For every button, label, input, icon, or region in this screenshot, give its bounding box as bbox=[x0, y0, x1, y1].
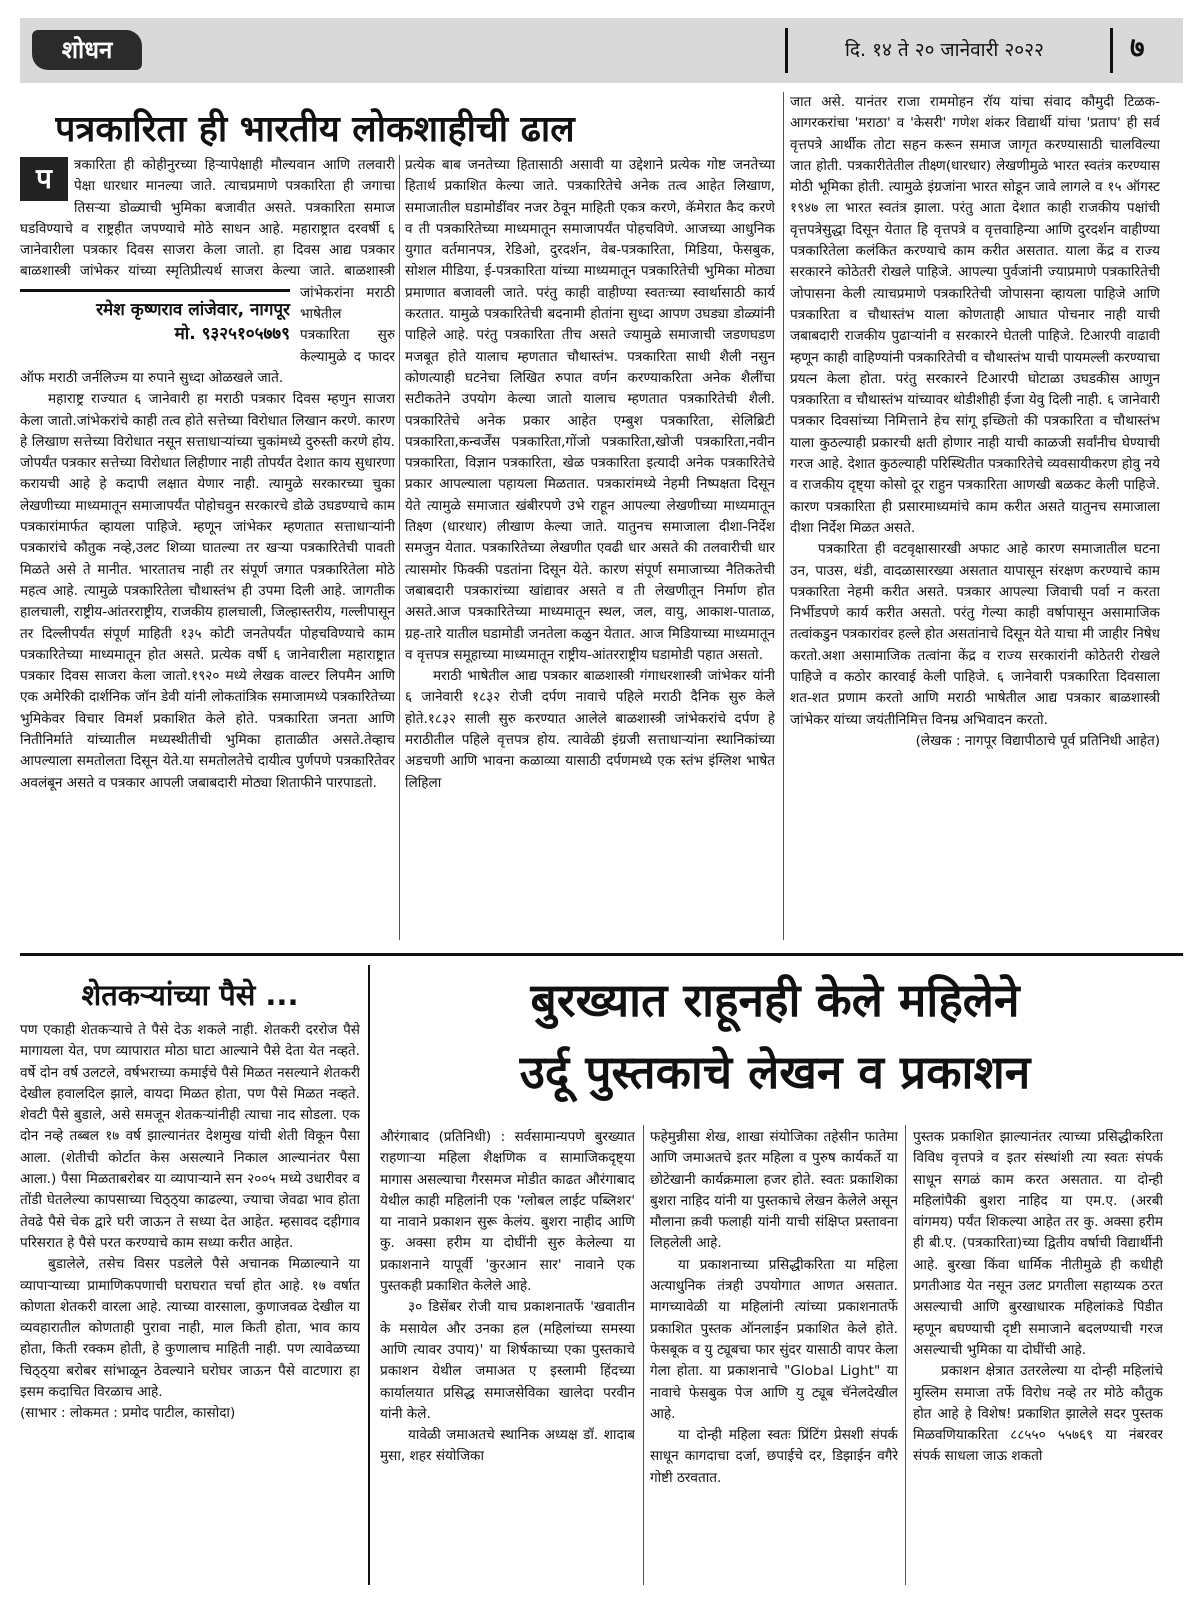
article1-column-2 bbox=[405, 155, 775, 945]
article3-paragraph: औरंगाबाद (प्रतिनिधी) : सर्वसामान्यपणे बुरख्यात राहणाऱ्या महिला शैक्षणिक व सामाजिकदृष्ट्या मागास असल्याचा गैरसमज मोडीत काढत औरंगाबाद येथील काही महिलांनी एक 'ग्लोबल लाईट पब्लिशर' या नावाने प्रकाशन सुरू केलंय. बुशरा नाहीद आणि कु. अक्सा हरीम या दोघींनी सुरु केलेल्या या प्रकाशनाने यापूर्वी 'कुरआन सार' नावाने एक पुस्तकही प्रकाशित केलेले आहे. bbox=[380, 1129, 635, 1295]
column-rule bbox=[399, 155, 400, 940]
article1-paragraph: पत्रकारिता ही वटवृक्षासारखी अफाट आहे कारण समाजातील घटना उन, पाउस, थंडी, वादळासारख्या असतात यापासून संरक्षण करण्याचे काम पत्रकारिता नेहमी करीत असते. पत्रकार आपल्या जिवाची पर्वा न करता निर्भीडपणे कार्य करीत असतो. परंतु गेल्या काही वर्षापासून असामाजिक तत्वांकडुन पत्रकारांवर हल्ले होत असतांनाचे दिसून येते याचा मी जाहीर निषेध करतो.अशा असामाजिक तत्वांना केंद्र व राज्य सरकारांनी कोठेतरी रोखले पाहिजे व कठोर कारवाई केली पाहिजे. ६ जानेवारी पत्रकारिता दिवसाला शत-शत प्रणाम करतो आणि मराठी भाषेतील आद्य पत्रकार बाळशास्त्री जांभेकर यांच्या जयंतीनिमित्त विनम्र अभिवादन करतो. bbox=[790, 541, 1160, 728]
article1-column-3 bbox=[790, 92, 1160, 945]
article3-column-2 bbox=[650, 1127, 898, 1585]
column-rule bbox=[783, 92, 784, 940]
author-footnote: (लेखक : नागपूर विद्यापीठाचे पूर्व प्रतिनिधी आहेत) bbox=[915, 732, 1160, 749]
article3-paragraph: ३० डिसेंबर रोजी याच प्रकाशनातर्फे 'खवातीन के मसायेल और उनका हल (महिलांच्या समस्या आणि त्यावर उपाय)' या शिर्षकाच्या एका पुस्तकाचे प्रकाशन येथील जमाअत ए इस्लामी हिंदच्या कार्यालयात प्रसिद्ध समाजसेविका खालेदा परवीन यांनी केले. bbox=[380, 1299, 635, 1422]
article1-paragraph bbox=[20, 155, 395, 389]
article1-paragraph: प्रत्येक बाब जनतेच्या हितासाठी असावी या उद्देशाने प्रत्येक गोष्ट जनतेच्या हितार्थ प्रकाशित केल्या जाते. पत्रकारितेचे अनेक तत्व आहेत लिखाण, समाजातील घडामोडींवर नजर ठेवून माहिती एकत्र करणे, कॅमेरात कैद करणे व ती पत्रकारितेच्या माध्यमातून समाजापर्यंत पोहचविणे. आजच्या आधुनिक युगात वर्तमानपत्र, रेडिओ, दुरदर्शन, वेब-पत्रकारिता, मिडिया, फेसबुक, सोशल मीडिया, ई-पत्रकारिता यांच्या माध्यमातून पत्रकारितेची भुमिका मोठ्या प्रमाणात बजावली जाते. परंतु काही वाहीण्या स्वतःच्या स्वार्थासाठी कार्य करतात. यामुळे पत्रकारितेची बदनामी होतांना सुध्दा आपण उघड्या डोळ्यांनी पाहिले आहे. परंतु पत्रकारिता तीच असते ज्यामुळे समाजाची जडणघडण मजबूत होते यालाच म्हणतात चौथास्तंभ. पत्रकारिता साधी शैली नसुन कोणत्याही घटनेचा लिखित रुपात वर्णन करण्याकरिता अनेक शैलींचा सटीकतेने उपयोग केल्या जातो यालाच म्हणतात पत्रकारितेची शैली. पत्रकारितेचे अनेक प्रकार आहेत एम्बुश पत्रकारिता, सेलिब्रिटी पत्रकारिता,कन्वर्जेंस पत्रकारिता,गोंजो पत्रकारिता,खोजी पत्रकारिता,नवीन पत्रकारिता, विज्ञान पत्रकारिता, खेळ पत्रकारिता इत्यादी अनेक पत्रकारितेचे प्रकार आपल्याला पहायला मिळतात. पत्रकारांमध्ये नेहमी निष्पक्षता दिसून येते त्यामुळे समाजात खंबीरपणे उभे राहून आपल्या लेखणीच्या माध्यमातून तिक्ष्ण (धारधार) लीखाण केल्या जाते. यातुनच समाजाला दीशा-निर्देश समजुन येतात. पत्रकारितेच्या लेखणीत एवढी धार असते की तलवारीची धार त्यासमोर फिक्की पडतांना दिसून येते. कारण संपूर्ण समाजाच्या नैतिकतेची जबाबदारी पत्रकारांच्या खांद्यावर असते व ती लेखणीतून निर्माण होत असते.आज पत्रकारितेच्या माध्यमातून स्थल, जल, वायु, आकाश-पाताळ, ग्रह-तारे यातील घडामोडी जनतेला कळुन येतात. आज मिडियाच्या माध्यमातून व वृत्तपत्र समूहाच्या माध्यमातून राष्ट्रीय-आंतरराष्ट्रीय घडामोडी पहात असतो. bbox=[405, 157, 775, 663]
article1-paragraph: महाराष्ट्र राज्यात ६ जानेवारी हा मराठी पत्रकार दिवस म्हणुन साजरा केला जातो.जांभेकरांचे काही तत्व होते सत्तेच्या विरोधात लिखान करणे. कारण हे लिखाण सत्तेच्या विरोधात नसून सत्ताधाऱ्यांच्या चुकांमध्ये दुरुस्ती करणे होय. जोपर्यंत पत्रकार सत्तेच्या विरोधात लिहीणार नाही तोपर्यंत देशात काय सुधारणा करायची आहे हे कदापी लक्षात येणार नाही. त्यामुळे सरकारच्या चुका लेखणीच्या माध्यमातून समाजापर्यंत पोहोचवुन सरकारचे डोळे उघडण्याचे काम पत्रकारांमार्फत व्हायला पाहिजे. म्हणून जांभेकर म्हणतात सत्ताधाऱ्यांनी पत्रकारांचे कौतुक नव्हे,उलट शिव्या घातल्या तर खऱ्या पत्रकारितेची पावती मिळते असे ते मानीत. भारतातच नाही तर संपूर्ण जगात पत्रकारितेला मोठे महत्व आहे. त्यामुळे पत्रकारितेला चौथास्तंभ ही उपमा दिली आहे. जागतीक हालचाली, राष्ट्रीय-आंतरराष्ट्रीय, राजकीय हालचाली, जिल्हास्तरीय, गल्लीपासून तर दिल्लीपर्यंत संपूर्ण माहिती १३५ कोटी जनतेपर्यंत पोहचविण्याचे काम पत्रकारितेच्या माध्यमातून होत असते. प्रत्येक वर्षी ६ जानेवारीला महाराष्ट्रात पत्रकार दिवस साजरा केला जातो.१९२० मध्ये लेखक वाल्टर लिपमैन आणि एक अमेरिकी दार्शनिक जॉन डेवी यांनी लोकतांत्रिक समाजामध्ये पत्रकारितेच्या भुमिकेवर विचार विमर्श प्रकाशित केले होते. पत्रकारिता जनता आणि नितीनिर्माते यांच्यातील मध्यस्थीतीची भुमिका हाताळीत असते.तेव्हाच आपल्याला समतोलता दिसून येते.या समतोलतेचे दायीत्व पुर्णपणे पत्रकारितेवर अवलंबून असते व पत्रकार आपली जबाबदारी मोठ्या शिताफीने पारपाडतो. bbox=[20, 391, 395, 791]
newspaper-logo: शोधन bbox=[32, 30, 142, 70]
header-divider bbox=[1110, 28, 1113, 73]
article1-headline: पत्रकारिता ही भारतीय लोकशाहीची ढाल bbox=[55, 109, 575, 150]
article3-paragraph: प्रकाशन क्षेत्रात उतरलेल्या या दोन्ही महिलांचे मुस्लिम समाजा तर्फे विरोध नव्हे तर मोठे कौतुक होत आहे हे विशेष! प्रकाशित झालेले सदर पुस्तक मिळवणियाकरिता ८८५५० ५५७६९ या नंबरवर संपर्क साधला जाऊ शकतो bbox=[913, 1363, 1163, 1465]
article1-column-1 bbox=[20, 155, 395, 945]
header-divider bbox=[785, 28, 788, 73]
page-number: ७ bbox=[1130, 31, 1145, 64]
article1-paragraph: मराठी भाषेतील आद्य पत्रकार बाळशास्त्री गंगाधरशास्त्री जांभेकर यांनी ६ जानेवारी १८३२ रोजी दर्पण नावाचे पहिले मराठी दैनिक सुरु केले होते.१८३२ साली सुरु करण्यात आलेले बाळशास्त्री जांभेकरांचे दर्पण हे मराठीतील पहिले वृत्तपत्र होय. त्यावेळी इंग्रजी सत्ताधाऱ्यांना स्थानिकांच्या अडचणी आणि भावना कळाव्या यासाठी दर्पणमध्ये एक स्तंभ इंग्लिश भाषेत लिहिला bbox=[405, 668, 775, 791]
drop-cap: प bbox=[20, 157, 68, 201]
article3-paragraph: फहेमुन्नीसा शेख, शाखा संयोजिका तहेसीन फातेमा आणि जमाअतचे इतर महिला व पुरुष कार्यकर्ते या छोटेखानी कार्यक्रमाला हजर होते. स्वतः प्रकाशिका बुशरा नाहिद यांनी या पुस्तकाचे लेखन केलेले असून मौलाना क़वी फलाही यांनी याची संक्षिप्त प्रस्तावना लिहलेली आहे. bbox=[650, 1129, 898, 1252]
article3-headline-line2: उर्दू पुस्तकाचे लेखन व प्रकाशन bbox=[519, 1045, 1031, 1099]
author-name: रमेश कृष्णराव लांजेवार, नागपूर bbox=[96, 299, 290, 320]
issue-date: दि. १४ ते २० जानेवारी २०२२ bbox=[845, 39, 1044, 61]
article3-column-3 bbox=[913, 1127, 1163, 1585]
article3-paragraph: या दोन्ही महिला स्वतः प्रिंटिंग प्रेसशी संपर्क साधून कागदाचा दर्जा, छपाईचे दर, डिझाईन वगैरे गोष्टी ठरवतात. bbox=[650, 1427, 898, 1486]
paragraph-text: त्रकारिता ही कोहीनुरच्या हिऱ्यापेक्षाही मौल्यवान आणि तलवारी पेक्षा धारधार मानल्या जाते. त्याचप्रमाणे पत्रकारिता ही जगाचा तिसऱ्या डोळ्याची भुमिका बजावीत असते. पत्रकारिता समाज घडविण्याचे व राष्ट्रहीत जपण्याचे मोठे साधन आहे. महाराष्ट्रात दरवर्षी ६ जानेवारीला पत्रकार दिवस साजरा केला जातो. हा दिवस आद्य पत्रकार बाळशास्त्री जांभेकर यांच्या bbox=[20, 157, 395, 280]
article2-source: (साभार : लोकमत : प्रमोद पाटील, कासोदा) bbox=[20, 1405, 236, 1422]
section-rule bbox=[368, 965, 370, 1585]
article3-paragraph: यावेळी जमाअतचे स्थानिक अध्यक्ष डॉ. शादाब मुसा, शहर संयोजिका bbox=[380, 1427, 635, 1465]
author-byline bbox=[20, 289, 290, 346]
column-rule bbox=[643, 1125, 644, 1585]
author-phone: मो. ९३२५१०५७७९ bbox=[174, 323, 290, 344]
article2-headline: शेतकऱ्यांच्या पैसे ... bbox=[81, 978, 299, 1012]
section-divider bbox=[20, 953, 1183, 956]
article3-paragraph: या प्रकाशनाच्या प्रसिद्धीकरिता या महिला अत्याधुनिक तंत्रही उपयोगात आणत असतात. मागच्यावेळी या महिलांनी त्यांच्या प्रकाशनातर्फे प्रकाशित पुस्तक ऑनलाईन प्रकाशित केले होते. फेसबूक व यु ट्यूबचा फार सुंदर यासाठी वापर केला गेला होता. या प्रकाशनाचे "Global Light" या नावाचे फेसबुक पेज आणि यु ट्यूब चॅनेलदेखील आहे. bbox=[650, 1256, 898, 1422]
article2-paragraph: पण एकाही शेतकऱ्याचे ते पैसे देऊ शकले नाही. शेतकरी दररोज पैसे मागायला येत, पण व्यापारात मोठा घाटा आल्याने पैसे देता येत नव्हते. वर्षे दोन वर्ष उलटले, वर्षभराच्या कमाईचे पैसे मिळत नसल्याने शेतकरी देखील हवालदिल झाले, वायदा मिळत होता, पण पैसे मिळत नव्हते. शेवटी पैसे बुडाले, असे समजून शेतकऱ्यांनीही त्याचा नाद सोडला. एक दोन नव्हे तब्बल १७ वर्ष झाल्यानंतर देशमुख यांची शेती विकून पैसा आला. (शेतीची कोर्टात केस असल्याने निकाल आल्यानंतर पैसा आला.) पैसा मिळताबरोबर या व्यापाऱ्याने सन २००५ मध्ये उधारीवर व तोंडी घेतलेल्या कापसाच्या चिठ्ठ्या काढल्या, ज्याचा जेवढा भाव होता तेवढे पैसे चेक द्वारे घरी जाऊन ते सध्या देत आहेत. म्हसावद दहीगाव परिसरात हे पैसे परत करण्याचे काम सध्या करीत आहेत. bbox=[20, 1022, 360, 1251]
page-header bbox=[20, 18, 1183, 83]
paragraph-text: स्मृतिप्रीत्यर्थ साजरा केल्या जाते. बाळशास्त्री जांभेकरांना मराठी भाषेतील पत्रकारिता सुरु केल्यामुळे द फादर ऑफ मराठी जर्नलिज्म या रुपाने सुध्दा ओळखले जाते. bbox=[20, 263, 395, 386]
article1-paragraph: जात असे. यानंतर राजा राममोहन रॉय यांचा संवाद कौमुदी टिळक-आगरकरांचा 'मराठा' व 'केसरी' गणेश शंकर विद्यार्थी यांचा 'प्रताप' ही सर्व वृत्तपत्रे आर्थीक तोटा सहन करून समाज जागृत करण्यासाठी चालविल्या जात होती. पत्रकारीतेतील तीक्ष्ण(धारधार) लेखणीमुळे भारत स्वतंत्र करण्यास मोठी भूमिका होती. त्यामुळे इंग्रजांना भारत सोडून जावे लागले व १५ ऑगस्ट १९४७ ला भारत स्वतंत्र झाला. परंतु आता देशात काही राजकीय पक्षांची वृत्तपत्रेसुद्धा दिसून येतात हि वृत्तपत्रे व वृत्तवाहिन्या आणि दुरदर्शन वाहीण्या पत्रकारितेला कलंकित करण्याचे काम करीत असतात. याला केंद्र व राज्य सरकारने कोठेतरी रोखले पाहिजे. आपल्या पुर्वजांनी ज्याप्रमाणे पत्रकारितेची जोपासना केली त्याचप्रमाणे पत्रकारितेची जोपासना व्हायला पाहिजे आणि पत्रकारिता व चौथास्तंभ याला कोणताही आघात पोचनार नाही याची जबाबदारी राजकीय पुढाऱ्यांनी व सरकारने घेतली पाहिजे. टिआरपी वाढावी म्हणून काही वाहिण्यांनी पत्रकारितेची व चौथास्तंभ याची पायमल्ली करण्याचा प्रयत्न केला होता. परंतु सरकारने टिआरपी घोटाळा उघडकीस आणुन पत्रकारिता व चौथास्तंभ यांच्यावर थोडीशीही ईजा येवु दिली नाही. ६ जानेवारी पत्रकार दिवसांच्या निमित्ताने हेच सांगू इच्छितो की पत्रकारिता व चौथास्तंभ याला कुठल्याही प्रकारची क्षती होणार नाही याची काळजी सर्वांनीच घेण्याची गरज आहे. देशात कुठल्याही परिस्थितीत पत्रकारितेचे व्यवसायीकरण होवु नये व राजकीय दृष्ट्या कोसो दूर राहुन पत्रकारिता आणखी बळकट केली पाहिजे. कारण पत्रकारिता ही प्रसारमाध्यमांचे काम करीत असते यातुनच समाजाला दीशा निर्देश मिळत असते. bbox=[790, 94, 1160, 536]
article2-paragraph: बुडालेले, तसेच विसर पडलेले पैसे अचानक मिळाल्याने या व्यापाऱ्याच्या प्रामाणिकपणाची घराघरात चर्चा होत आहे. १७ वर्षात कोणता शेतकरी वारला आहे. त्याच्या वारसाला, कुणाजवळ देखील या व्यवहारातील कोणताही पुरावा नाही, माल किती होता, भाव काय होता, किती रक्कम होती, हे कुणालाच माहिती नाही. पण त्यावेळच्या चिठ्ठ्या बरोबर सांभाळून ठेवल्याने घरोघर जाऊन पैसे वाटणारा हा इसम कदाचित विरळाच आहे. bbox=[20, 1256, 360, 1401]
article3-paragraph: पुस्तक प्रकाशित झाल्यानंतर त्याच्या प्रसिद्धीकरिता विविध वृत्तपत्रे व इतर संस्थांशी त्या स्वतः संपर्क साधून सगळं काम करत असतात. या दोन्ही महिलांपैकी बुशरा नाहिद या एम.ए. (अरबी वांगमय) पर्यंत शिकल्या आहेत तर कु. अक्सा हरीम ही बी.ए. (पत्रकारिता)च्या द्वितीय वर्षाची विद्यार्थीनी आहे. बुरखा किंवा धार्मिक नीतीमुळे ही कधीही प्रगतीआड येत नसून उलट प्रगतीला सहाय्यक ठरत असल्याची आणि बुरखाधारक महिलांकडे पिडीत म्हणून बघण्याची दृष्टी समाजाने बदलण्याची गरज असल्याची भुमिका या दोघींची आहे. bbox=[913, 1129, 1163, 1358]
article2-column bbox=[20, 1020, 360, 1585]
article3-headline-line1: बुरख्यात राहूनही केले महिलेने bbox=[530, 973, 1020, 1027]
column-rule bbox=[905, 1125, 906, 1585]
article3-column-1 bbox=[380, 1127, 635, 1585]
